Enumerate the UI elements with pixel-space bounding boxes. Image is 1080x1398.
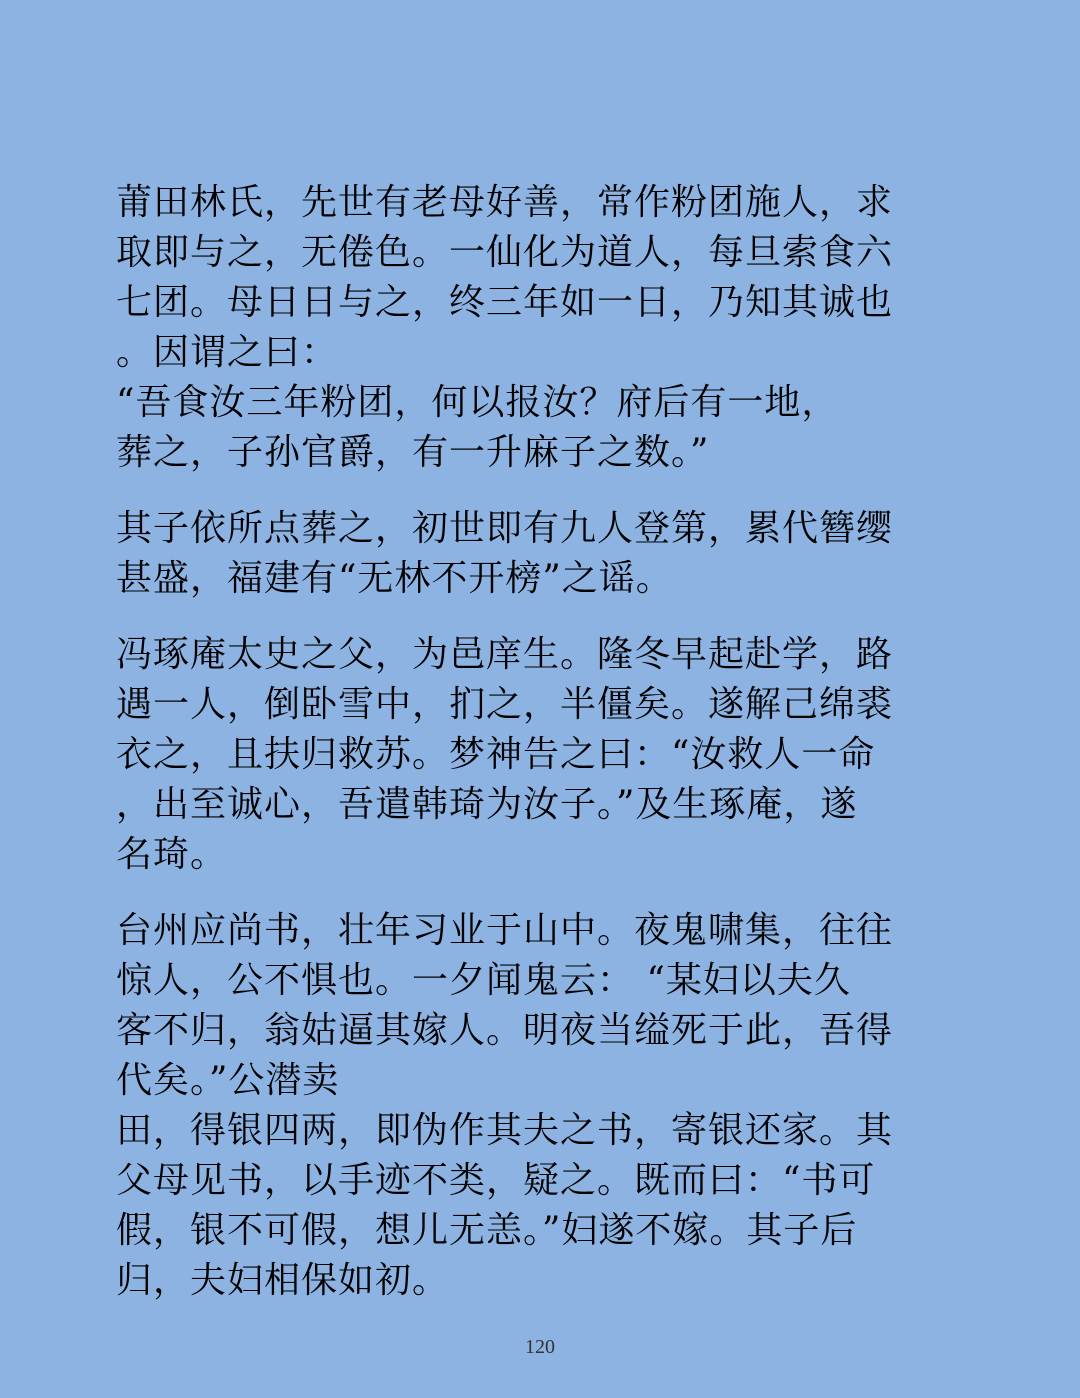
text-line: 其子依所点葬之，初世即有九人登第，累代簪缨 [116, 508, 894, 549]
text-line: 取即与之，无倦色。一仙化为道人，每旦索食六 [116, 232, 894, 273]
text-line: 归，夫妇相保如初。 [116, 1260, 450, 1301]
text-line: 名琦。 [116, 834, 228, 875]
page-number: 120 [525, 1336, 555, 1358]
text-line: 台州应尚书，壮年习业于山中。夜鬼啸集，往往 [116, 910, 894, 951]
text-line: 。因谓之曰： [116, 332, 339, 373]
paragraph-lin-family [116, 178, 966, 478]
paragraph-gap [116, 478, 966, 504]
text-line: “吾食汝三年粉团，何以报汝？府后有一地， [116, 382, 839, 423]
text-line: 冯琢庵太史之父，为邑庠生。隆冬早起赴学，路 [116, 634, 894, 675]
paragraph-descendants [116, 504, 966, 604]
text-line: 葬之，子孙官爵，有一升麻子之数。” [116, 432, 710, 473]
text-line: 遇一人，倒卧雪中，扪之，半僵矣。遂解己绵裘 [116, 684, 894, 725]
paragraph-ying-shangshu [116, 906, 966, 1306]
text-line: 七团。母日日与之，终三年如一日，乃知其诚也 [116, 282, 894, 323]
paragraph-gap [116, 604, 966, 630]
text-line: 客不归，翁姑逼其嫁人。明夜当缢死于此，吾得 [116, 1010, 894, 1051]
text-line: 假，银不可假，想儿无恙。”妇遂不嫁。其子后 [116, 1210, 858, 1251]
text-line: 代矣。”公潜卖 [116, 1060, 340, 1101]
paragraph-gap [116, 880, 966, 906]
text-line: 惊人，公不惧也。一夕闻鬼云： “某妇以夫久 [116, 960, 851, 1001]
paragraph-feng-zhuoan [116, 630, 966, 880]
text-line: 父母见书，以手迹不类，疑之。既而曰：“书可 [116, 1160, 876, 1201]
text-line: 甚盛，福建有“无林不开榜”之谣。 [116, 558, 673, 599]
text-body [116, 178, 966, 1306]
text-line: 莆田林氏，先世有老母好善，常作粉团施人，求 [116, 182, 894, 223]
text-line: 田，得银四两，即伪作其夫之书，寄银还家。其 [116, 1110, 894, 1151]
text-line: ，出至诚心，吾遣韩琦为汝子。”及生琢庵，遂 [116, 784, 858, 825]
text-line: 衣之，且扶归救苏。梦神告之曰：“汝救人一命 [116, 734, 876, 775]
